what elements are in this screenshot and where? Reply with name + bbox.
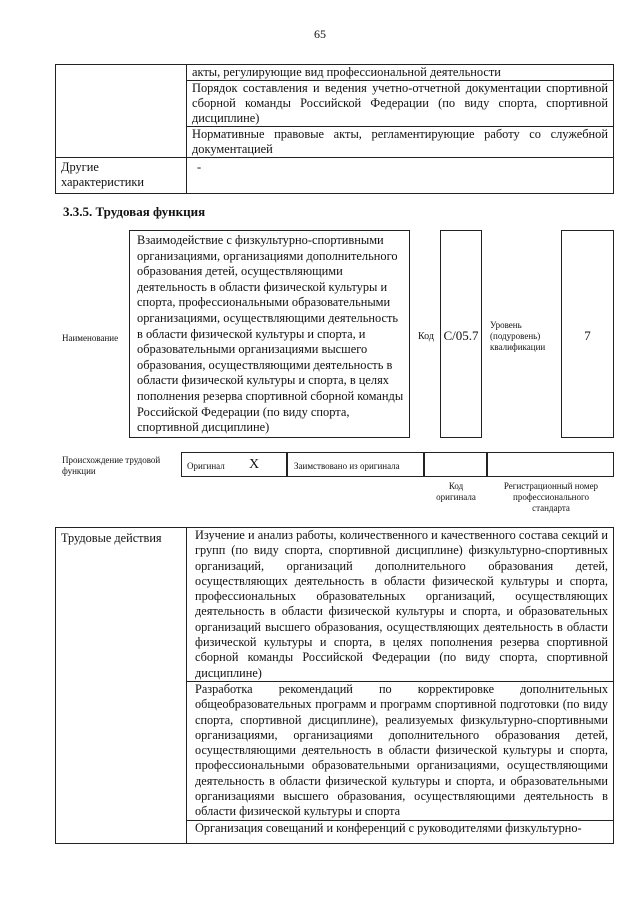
top-table	[55, 64, 614, 194]
origin-label: Происхождение трудовой функции	[62, 455, 161, 476]
labor-action-item: Организация совещаний и конференций с руководителями физкультурно-	[187, 820, 614, 843]
top-table-row: акты, регулирующие вид профессиональной деятельности	[187, 65, 614, 81]
labor-actions-table	[55, 527, 614, 844]
labor-actions-label: Трудовые действия	[56, 528, 187, 844]
code-box	[440, 230, 482, 438]
top-table-left-cell	[56, 65, 187, 158]
borrowed-label: Заимствовано из оригинала	[294, 461, 400, 471]
registration-number-caption: Регистрационный номер профессионального стандарта	[503, 481, 599, 513]
top-table-row: Нормативные правовые акты, регламентирующие работу со служебной документацией	[187, 127, 614, 158]
section-heading: 3.3.5. Трудовая функция	[63, 204, 206, 219]
code-value: C/05.7	[443, 328, 479, 343]
original-cell	[181, 452, 287, 477]
original-mark: X	[249, 457, 260, 472]
level-box	[561, 230, 614, 438]
labor-action-item: Изучение и анализ работы, количественного и качественного состава секций и групп (по виду спорта, спортивной дисциплине) физкультурно-спортивных организаций, организаций дополнительного образования детей, осуществляющих деятельность в области физической культуры и спорта, профессиональных образовательных организаций, осуществляющих деятельность в области физической культуры и спорта, и образовательных организаций высшего образования, осуществляющих деятельность в области физической культуры и спорта, в целях пополнения резерва спортивной сборной команды Российской Федерации (по виду спорта, спортивной дисциплине)	[187, 528, 614, 682]
original-label: Оригинал	[187, 461, 225, 471]
original-code-caption: Код оригинала	[436, 481, 476, 502]
name-label: Наименование	[62, 333, 119, 343]
level-label: Уровень (подуровень) квалификации	[490, 320, 546, 352]
code-label: Код	[418, 331, 434, 342]
function-name-box	[129, 230, 410, 438]
labor-action-item: Разработка рекомендаций по корректировке дополнительных общеобразовательных программ и программ спортивной подготовки (по виду спорта, спортивной дисциплине), реализуемых физкультурно-спортивными организациями, организациями дополнительного образования детей, осуществляющими деятельность в области физической культуры и спорта, профессиональными образовательными организациями, осуществляющими деятельность в области физической культуры и спорта, и образовательными организациями высшего образования, осуществляющими деятельность в области физической культуры и спорта	[187, 681, 614, 820]
function-name-text: Взаимодействие с физкультурно-спортивными организациями, организациями дополнительного образования детей, осуществляющими деятельность в области физической культуры и спорта, профессиональными образовательными организациями, осуществляющими деятельность в области физической культуры и спорта, и образовательными организациями высшего образования, осуществляющими деятельность в области физической культуры и спорта, в целях пополнения резерва спортивной сборной команды Российской Федерации (по виду спорта, спортивной дисциплине)	[137, 233, 404, 435]
borrowed-cell	[287, 452, 424, 477]
other-characteristics-label: Другие характеристики	[56, 158, 187, 194]
level-value: 7	[584, 328, 591, 343]
top-table-row: Порядок составления и ведения учетно-отчетной документации спортивной сборной команды Российской Федерации (по виду спорта, спортивной дисциплине)	[187, 81, 614, 127]
registration-number-cell	[487, 452, 614, 477]
page-number: 65	[314, 27, 326, 41]
other-characteristics-value: -	[187, 158, 614, 194]
original-code-cell	[424, 452, 487, 477]
